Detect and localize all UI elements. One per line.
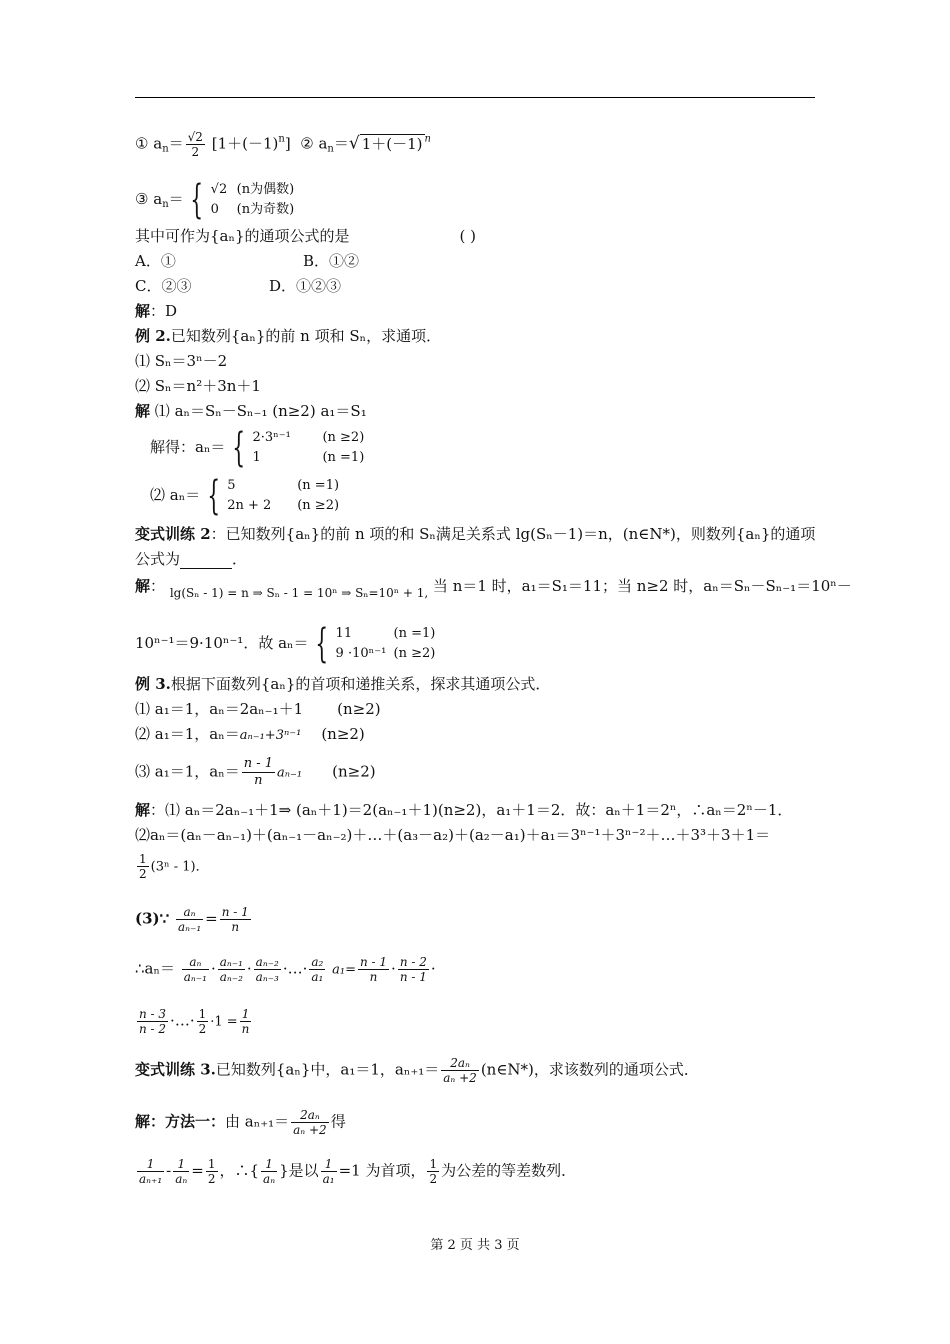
example-2-part1: ⑴ Sₙ＝3ⁿ－2 [135,352,228,370]
variant-3-solution-2: $\frac{1}{\text{aₙ₊₁}}$ - $\frac{1}{\text{aₙ}}$ = $\frac{1}{2}$ ，∴{ $\frac{1}{\text{aₙ}}$ }是以 $\frac{1}{\text{a₁}}$ =1 为首项， $\frac{1}{2}$ 为公差的等差数列． [139,1157,577,1186]
choices-cd: C．②③ D．①②③ [135,277,342,295]
example-3-part1: ⑴ a₁＝1，aₙ＝2aₙ₋₁＋1 (n≥2) [135,700,381,718]
variant-3-solution: 解：方法一：由 aₙ₊₁＝ $\frac{\text{2aₙ}}{\text{aₙ +2}}$ 得 [135,1108,346,1137]
sqrt2-over-2: $\frac{√2}{2}$ [187,130,203,159]
answer-1: 解：D [135,302,178,320]
example-3-solution-3: (3)∵ $\frac{\text{aₙ}}{\text{aₙ₋₁}}$ = $\frac{n - 1}{n}$ [135,905,249,934]
piecewise-a: √2 (n为偶数) 0 (n为奇数) [210,182,295,217]
example-2-stem: 例 2.已知数列{aₙ}的前 n 项和 Sₙ，求通项． [135,327,442,345]
example-2-solution: 解 ⑴ aₙ＝Sₙ－Sₙ₋₁ (n≥2) a₁＝S₁ [135,402,367,420]
example-3-part2: ⑵ a₁＝1，aₙ＝aₙ₋₁+3ⁿ⁻¹ (n≥2) [135,725,365,743]
formula-line-1: ① $a_n=$ $\frac{√2}{2}$ $[1+(-1)^n]$ ② $a_n=√$ 1＋(－1) $^n$ [135,130,431,159]
variant-3-stem: 变式训练 3.已知数列{aₙ}中，a₁＝1，aₙ₊₁＝ $\frac{\text{2aₙ}}{\text{aₙ +2}}$ (n∈N*)，求该数列的通项公式． [135,1056,699,1085]
header-rule [135,97,815,98]
example-3-solution-1: 解：⑴ aₙ＝2aₙ₋₁＋1⇒ (aₙ＋1)＝2(aₙ₋₁＋1)(n≥2)，a₁＋1＝2．故：aₙ＋1＝2ⁿ，∴aₙ＝2ⁿ－1． [135,801,793,819]
example-2-part2: ⑵ Sₙ＝n²＋3n＋1 [135,377,261,395]
example-3-solution-2: ⑵aₙ＝(aₙ－aₙ₋₁)＋(aₙ₋₁－aₙ₋₂)＋…＋(a₃－a₂)＋(a₂－a₁)＋a₁＝3ⁿ⁻¹＋3ⁿ⁻²＋…＋3³＋3＋1＝ [135,826,771,844]
variant-2-solution-2: 10ⁿ⁻¹＝9·10ⁿ⁻¹．故 aₙ＝ { 11 (n =1) 9 ·10ⁿ⁻¹ (n ≥2) [135,621,436,667]
choices-ab: A．① B．①② [135,252,360,270]
question-stem: 其中可作为{aₙ}的通项公式的是 ( ) [135,227,477,245]
page-footer: 第 2 页 共 3 页 [430,1238,520,1253]
variant-2-stem-2: 公式为 ． [135,550,248,568]
example-3-product-2: $\frac{n - 3}{n - 2}$ ·…· $\frac{1}{2}$ ·1 = $\frac{1}{n}$ [139,1007,250,1036]
example-3-product: ∴aₙ＝ $\frac{\text{aₙ}}{\text{aₙ₋₁}}$ · $\frac{\text{aₙ₋₁}}{\text{aₙ₋₂}}$ · $\frac{\text{aₙ₋₂}}{\text{aₙ₋₃}}$ ·…· $\frac{\text{a₂}}{\text{a₁}}$ a₁= $\frac{n - 1}{n}$ · $\frac{n - 2}{n - 1}$ · [135,955,436,984]
variant-2-stem: 变式训练 2：已知数列{aₙ}的前 n 项的和 Sₙ满足关系式 lg(Sₙ－1)＝n，(n∈N*)，则数列{aₙ}的通项 [135,525,816,543]
example-2-piecewise-1: 解得：aₙ＝ { 2·3ⁿ⁻¹ (n ≥2) 1 (n =1) [150,425,365,471]
variant-2-solution: 解： $_{lg(S_n - 1) = n \Rightarrow S_n - 1 = 10^n \Rightarrow S_n=10^n + 1,}$ 当 n＝1 时，a₁＝S₁＝11；当 n≥2 时，aₙ＝Sₙ－Sₙ₋₁＝10ⁿ－ [135,577,852,600]
formula-line-3: ③ $a_n=$ { √2 (n为偶数) 0 (n为奇数) [135,177,295,223]
example-2-piecewise-2: ⑵ aₙ＝ { 5 (n =1) 2n + 2 (n ≥2) [150,473,340,519]
example-3-part3: ⑶ a₁＝1，aₙ＝ $\frac{n - 1}{n}$ aₙ₋₁ (n≥2) [135,756,376,788]
example-3-stem: 例 3.根据下面数列{aₙ}的首项和递推关系，探求其通项公式． [135,675,551,693]
example-3-solution-2b: $\frac{1}{2}$ (3ⁿ - 1)． [139,852,209,881]
